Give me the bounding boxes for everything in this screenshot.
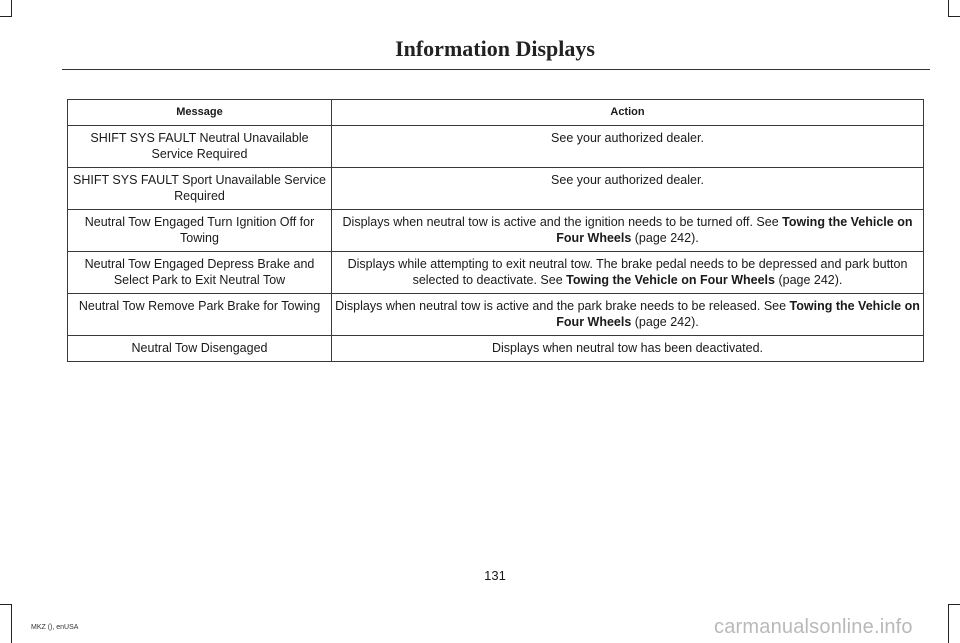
page-reference: (page 242). <box>774 273 843 287</box>
crop-mark-top-right-v <box>948 0 949 16</box>
message-cell: Neutral Tow Remove Park Brake for Towing <box>68 294 332 336</box>
crop-mark-bottom-right-v <box>948 604 949 643</box>
action-text: Displays while attempting to exit neutral tow. The brake pedal needs to be depressed and park button selected to deactivate. See <box>347 257 908 287</box>
table-row <box>68 336 924 362</box>
table-row <box>68 294 924 336</box>
action-cell <box>332 210 924 252</box>
crop-mark-top-left-v <box>11 0 12 16</box>
table-header-row <box>68 100 924 126</box>
message-cell: SHIFT SYS FAULT Neutral Unavailable Service Required <box>68 126 332 168</box>
header-message: Message <box>68 100 332 126</box>
crop-mark-bottom-right-h <box>948 604 960 605</box>
header-action: Action <box>332 100 924 126</box>
page-reference: (page 242). <box>631 231 699 245</box>
cross-reference-link[interactable]: Towing the Vehicle on Four Wheels <box>566 273 775 287</box>
table-row <box>68 210 924 252</box>
cross-reference-link[interactable]: Towing the Vehicle on Four Wheels <box>556 299 920 329</box>
table-row <box>68 126 924 168</box>
table-row <box>68 252 924 294</box>
title-divider <box>62 69 930 70</box>
action-cell <box>332 126 924 168</box>
action-text: See your authorized dealer. <box>551 173 704 187</box>
action-text: Displays when neutral tow has been deactivated. <box>492 341 763 355</box>
message-cell: SHIFT SYS FAULT Sport Unavailable Service Required <box>68 168 332 210</box>
action-text: Displays when neutral tow is active and the park brake needs to be released. See <box>335 299 790 313</box>
action-cell <box>332 294 924 336</box>
messages-table <box>67 99 924 362</box>
action-cell <box>332 168 924 210</box>
table-row <box>68 168 924 210</box>
footer-code: MKZ (), enUSA <box>31 624 79 631</box>
crop-mark-bottom-left-v <box>11 604 12 643</box>
page-title: Information Displays <box>395 36 595 61</box>
page-reference: (page 242). <box>631 315 699 329</box>
crop-mark-top-left-h <box>0 16 12 17</box>
crop-mark-top-right-h <box>948 16 960 17</box>
action-text: See your authorized dealer. <box>551 131 704 145</box>
page-number: 131 <box>484 568 506 583</box>
action-cell <box>332 336 924 362</box>
crop-mark-bottom-left-h <box>0 604 12 605</box>
action-cell <box>332 252 924 294</box>
action-text: Displays when neutral tow is active and the ignition needs to be turned off. See <box>342 215 783 229</box>
message-cell: Neutral Tow Engaged Turn Ignition Off for Towing <box>68 210 332 252</box>
message-cell: Neutral Tow Engaged Depress Brake and Select Park to Exit Neutral Tow <box>68 252 332 294</box>
message-cell: Neutral Tow Disengaged <box>68 336 332 362</box>
watermark: carmanualsonline.info <box>714 616 913 638</box>
cross-reference-link[interactable]: Towing the Vehicle on Four Wheels <box>556 215 913 245</box>
